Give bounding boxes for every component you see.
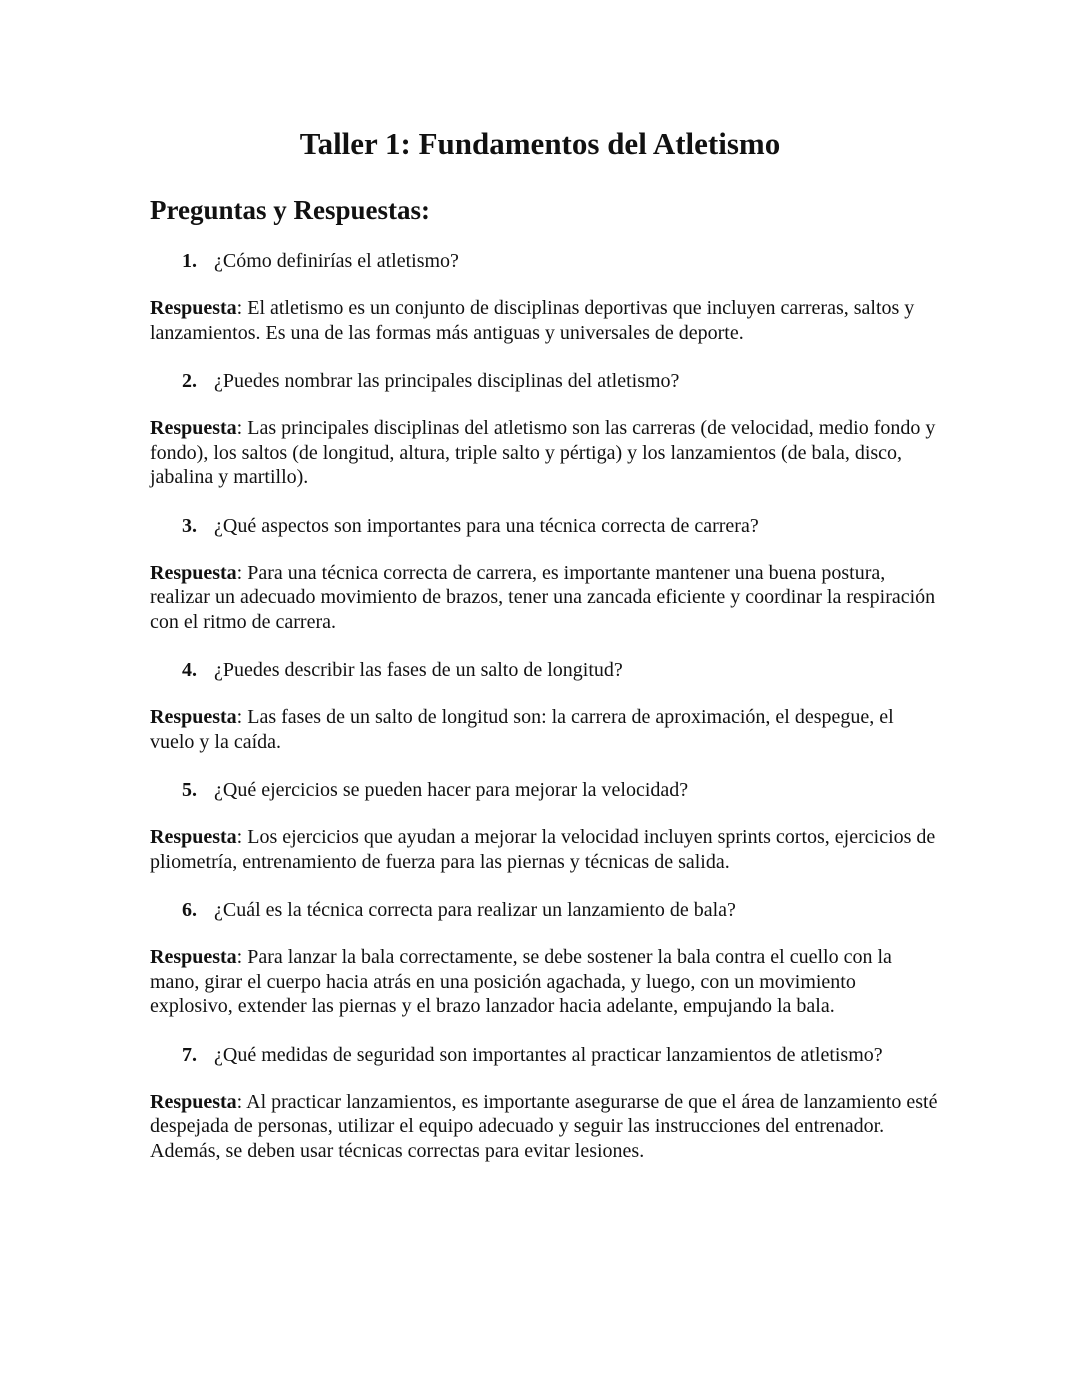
question bbox=[182, 897, 940, 923]
qa-item bbox=[150, 1042, 940, 1164]
answer-label: Respuesta bbox=[150, 946, 237, 968]
answer-label: Respuesta bbox=[150, 417, 237, 439]
answer bbox=[150, 296, 940, 345]
document-title: Taller 1: Fundamentos del Atletismo bbox=[299, 126, 781, 161]
qa-item bbox=[150, 657, 940, 754]
question bbox=[182, 513, 940, 539]
answer-text: : Para una técnica correcta de carrera, es importante mantener una buena postura, realizar un adecuado movimiento de brazos, tener una zancada eficiente y coordinar la respiración con el ritmo de carrera. bbox=[150, 561, 936, 633]
answer-text: : Para lanzar la bala correctamente, se debe sostener la bala contra el cuello con la mano, girar el cuerpo hacia atrás en una posición agachada, y luego, con un movimiento explosivo, extender las piernas y el brazo lanzador hacia adelante, empujando la bala. bbox=[150, 946, 892, 1017]
qa-item bbox=[150, 513, 940, 635]
question bbox=[182, 657, 940, 683]
question-text: ¿Qué medidas de seguridad son importantes al practicar lanzamientos de atletismo? bbox=[214, 1043, 883, 1066]
answer-text: : Los ejercicios que ayudan a mejorar la velocidad incluyen sprints cortos, ejercicios de pliometría, entrenamiento de fuerza para las piernas y técnicas de salida. bbox=[150, 826, 936, 873]
question-number: 4. bbox=[182, 659, 197, 681]
question-text: ¿Qué aspectos son importantes para una técnica correcta de carrera? bbox=[214, 514, 759, 537]
qa-list bbox=[150, 248, 940, 1186]
answer-label: Respuesta bbox=[150, 706, 237, 728]
answer-text: : El atletismo es un conjunto de disciplinas deportivas que incluyen carreras, saltos y lanzamientos. Es una de las formas más antiguas y universales de deporte. bbox=[150, 297, 915, 344]
qa-item bbox=[150, 248, 940, 345]
qa-item bbox=[150, 368, 940, 490]
question-text: ¿Cuál es la técnica correcta para realizar un lanzamiento de bala? bbox=[214, 899, 736, 921]
question-text: ¿Cómo definirías el atletismo? bbox=[214, 250, 459, 272]
question-text: ¿Qué ejercicios se pueden hacer para mejorar la velocidad? bbox=[214, 779, 689, 801]
question-number: 1. bbox=[182, 250, 197, 272]
section-heading: Preguntas y Respuestas: bbox=[150, 195, 431, 225]
qa-item bbox=[150, 897, 940, 1019]
question-number: 2. bbox=[182, 370, 197, 392]
answer-text: : Las fases de un salto de longitud son: la carrera de aproximación, el despegue, el vuelo y la caída. bbox=[150, 706, 894, 753]
answer bbox=[150, 561, 940, 635]
question bbox=[182, 1042, 940, 1068]
qa-item bbox=[150, 777, 940, 874]
answer-label: Respuesta bbox=[150, 297, 237, 319]
answer bbox=[150, 825, 940, 874]
answer-label: Respuesta bbox=[150, 1090, 237, 1113]
answer-text: : Las principales disciplinas del atletismo son las carreras (de velocidad, medio fondo y fondo), los saltos (de longitud, altura, triple salto y pértiga) y los lanzamientos (de bala, disco, jabalina y martillo). bbox=[150, 417, 936, 488]
answer bbox=[150, 416, 940, 490]
question-number: 6. bbox=[182, 899, 197, 921]
answer-text: : Al practicar lanzamientos, es importante asegurarse de que el área de lanzamiento esté despejada de personas, utilizar el equipo adecuado y seguir las instrucciones del entrenador. Además, se deben usar técnicas correctas para evitar lesiones. bbox=[150, 1090, 938, 1162]
question-text: ¿Puedes describir las fases de un salto de longitud? bbox=[214, 659, 623, 681]
question-text: ¿Puedes nombrar las principales disciplinas del atletismo? bbox=[214, 370, 680, 392]
question bbox=[182, 368, 940, 394]
answer-label: Respuesta bbox=[150, 826, 237, 848]
answer-label: Respuesta bbox=[150, 561, 237, 584]
question bbox=[182, 248, 940, 274]
question-number: 5. bbox=[182, 779, 197, 801]
question-number: 3. bbox=[182, 514, 197, 537]
question-number: 7. bbox=[182, 1043, 197, 1066]
answer bbox=[150, 945, 940, 1019]
question bbox=[182, 777, 940, 803]
answer bbox=[150, 1090, 940, 1164]
answer bbox=[150, 705, 940, 754]
